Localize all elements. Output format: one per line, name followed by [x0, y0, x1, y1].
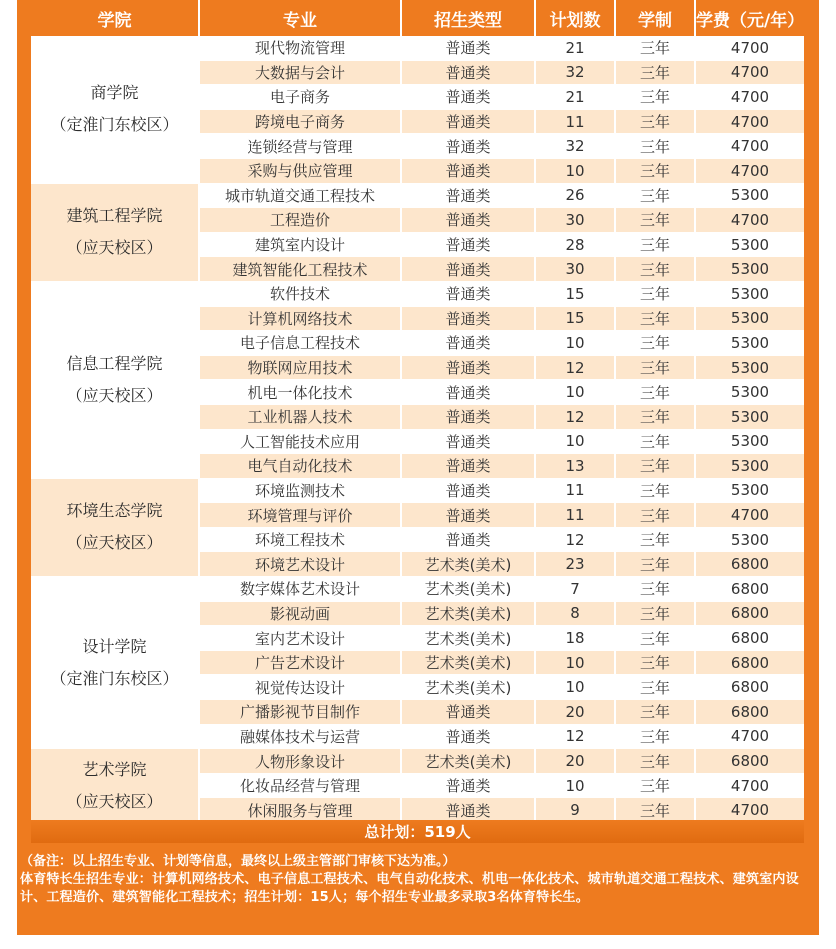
college-name: 艺术学院: [82, 759, 147, 779]
duration-cell: 三年: [615, 404, 695, 429]
enrollment-table: [31, 0, 804, 823]
duration-cell: 三年: [615, 577, 695, 602]
table-row: [31, 281, 804, 306]
major-cell: 工程造价: [199, 208, 401, 233]
duration-cell: 三年: [615, 183, 695, 208]
plan-cell: 20: [535, 700, 615, 725]
fee-cell: 4700: [695, 773, 804, 798]
plan-cell: 32: [535, 134, 615, 159]
major-cell: 电气自动化技术: [199, 454, 401, 479]
fee-cell: 6800: [695, 749, 804, 774]
plan-cell: 11: [535, 109, 615, 134]
plan-cell: 15: [535, 306, 615, 331]
fee-cell: 6800: [695, 650, 804, 675]
fee-cell: 4700: [695, 134, 804, 159]
header-college: 学院: [31, 0, 199, 36]
fee-cell: 5300: [695, 527, 804, 552]
duration-cell: 三年: [615, 134, 695, 159]
plan-cell: 15: [535, 281, 615, 306]
type-cell: 普通类: [401, 724, 535, 749]
header-plan: 计划数: [535, 0, 615, 36]
duration-cell: 三年: [615, 454, 695, 479]
duration-cell: 三年: [615, 281, 695, 306]
plan-cell: 28: [535, 232, 615, 257]
duration-cell: 三年: [615, 109, 695, 134]
table-row: [31, 36, 804, 60]
table-header-row: [31, 0, 804, 36]
table-row: [31, 749, 804, 774]
major-cell: 环境管理与评价: [199, 503, 401, 528]
campus-name: （定淮门东校区）: [50, 115, 179, 135]
fee-cell: 5300: [695, 232, 804, 257]
type-cell: 普通类: [401, 773, 535, 798]
plan-cell: 10: [535, 429, 615, 454]
type-cell: 艺术类(美术): [401, 675, 535, 700]
plan-cell: 11: [535, 503, 615, 528]
plan-cell: 10: [535, 650, 615, 675]
type-cell: 艺术类(美术): [401, 749, 535, 774]
major-cell: 跨境电子商务: [199, 109, 401, 134]
major-cell: 数字媒体艺术设计: [199, 577, 401, 602]
duration-cell: 三年: [615, 85, 695, 110]
plan-cell: 9: [535, 798, 615, 823]
fee-cell: 5300: [695, 454, 804, 479]
type-cell: 普通类: [401, 36, 535, 60]
major-cell: 环境监测技术: [199, 478, 401, 503]
fee-cell: 5300: [695, 306, 804, 331]
plan-cell: 12: [535, 404, 615, 429]
major-cell: 工业机器人技术: [199, 404, 401, 429]
type-cell: 普通类: [401, 208, 535, 233]
plan-cell: 8: [535, 601, 615, 626]
major-cell: 融媒体技术与运营: [199, 724, 401, 749]
major-cell: 采购与供应管理: [199, 158, 401, 183]
major-cell: 计算机网络技术: [199, 306, 401, 331]
fee-cell: 5300: [695, 183, 804, 208]
plan-cell: 26: [535, 183, 615, 208]
table-row: [31, 577, 804, 602]
college-cell: [31, 478, 199, 576]
type-cell: 艺术类(美术): [401, 626, 535, 651]
plan-cell: 10: [535, 331, 615, 356]
table-body: [31, 36, 804, 823]
remark-note: （备注：以上招生专业、计划等信息，最终以上级主管部门审核下达为准。）: [20, 854, 456, 869]
college-name: 建筑工程学院: [66, 206, 163, 226]
major-cell: 连锁经营与管理: [199, 134, 401, 159]
fee-cell: 5300: [695, 429, 804, 454]
fee-cell: 4700: [695, 36, 804, 60]
duration-cell: 三年: [615, 700, 695, 725]
duration-cell: 三年: [615, 36, 695, 60]
plan-cell: 10: [535, 675, 615, 700]
type-cell: 普通类: [401, 503, 535, 528]
type-cell: 艺术类(美术): [401, 601, 535, 626]
duration-cell: 三年: [615, 724, 695, 749]
type-cell: 普通类: [401, 429, 535, 454]
duration-cell: 三年: [615, 503, 695, 528]
major-cell: 建筑智能化工程技术: [199, 257, 401, 282]
plan-cell: 10: [535, 158, 615, 183]
fee-cell: 6800: [695, 552, 804, 577]
major-cell: 化妆品经营与管理: [199, 773, 401, 798]
type-cell: 普通类: [401, 527, 535, 552]
type-cell: 普通类: [401, 257, 535, 282]
fee-cell: 6800: [695, 626, 804, 651]
duration-cell: 三年: [615, 650, 695, 675]
duration-cell: 三年: [615, 798, 695, 823]
fee-cell: 4700: [695, 798, 804, 823]
major-cell: 电子信息工程技术: [199, 331, 401, 356]
college-name: 信息工程学院: [66, 353, 163, 373]
type-cell: 普通类: [401, 134, 535, 159]
plan-cell: 18: [535, 626, 615, 651]
major-cell: 软件技术: [199, 281, 401, 306]
plan-cell: 13: [535, 454, 615, 479]
duration-cell: 三年: [615, 306, 695, 331]
college-name: 商学院: [90, 83, 139, 103]
fee-cell: 4700: [695, 85, 804, 110]
plan-cell: 20: [535, 749, 615, 774]
college-name: 设计学院: [82, 636, 147, 656]
fee-cell: 5300: [695, 355, 804, 380]
type-cell: 普通类: [401, 183, 535, 208]
campus-name: （应天校区）: [66, 791, 163, 811]
major-cell: 视觉传达设计: [199, 675, 401, 700]
duration-cell: 三年: [615, 257, 695, 282]
type-cell: 普通类: [401, 109, 535, 134]
fee-cell: 6800: [695, 675, 804, 700]
duration-cell: 三年: [615, 158, 695, 183]
type-cell: 普通类: [401, 478, 535, 503]
type-cell: 普通类: [401, 454, 535, 479]
major-cell: 广播影视节目制作: [199, 700, 401, 725]
duration-cell: 三年: [615, 675, 695, 700]
fee-cell: 4700: [695, 724, 804, 749]
plan-cell: 30: [535, 257, 615, 282]
fee-cell: 6800: [695, 700, 804, 725]
major-cell: 城市轨道交通工程技术: [199, 183, 401, 208]
fee-cell: 4700: [695, 208, 804, 233]
duration-cell: 三年: [615, 232, 695, 257]
major-cell: 休闲服务与管理: [199, 798, 401, 823]
header-duration: 学制: [615, 0, 695, 36]
type-cell: 普通类: [401, 404, 535, 429]
fee-cell: 5300: [695, 331, 804, 356]
type-cell: 普通类: [401, 60, 535, 85]
college-cell: [31, 577, 199, 749]
duration-cell: 三年: [615, 626, 695, 651]
plan-cell: 23: [535, 552, 615, 577]
type-cell: 普通类: [401, 380, 535, 405]
plan-cell: 12: [535, 355, 615, 380]
major-cell: 环境工程技术: [199, 527, 401, 552]
major-cell: 电子商务: [199, 85, 401, 110]
plan-cell: 7: [535, 577, 615, 602]
duration-cell: 三年: [615, 773, 695, 798]
major-cell: 人工智能技术应用: [199, 429, 401, 454]
major-cell: 机电一体化技术: [199, 380, 401, 405]
duration-cell: 三年: [615, 749, 695, 774]
duration-cell: 三年: [615, 380, 695, 405]
campus-name: （应天校区）: [66, 238, 163, 258]
fee-cell: 5300: [695, 404, 804, 429]
campus-name: （定淮门东校区）: [50, 668, 179, 688]
college-cell: [31, 183, 199, 281]
type-cell: 普通类: [401, 85, 535, 110]
plan-cell: 30: [535, 208, 615, 233]
duration-cell: 三年: [615, 601, 695, 626]
college-cell: [31, 36, 199, 183]
type-cell: 普通类: [401, 355, 535, 380]
duration-cell: 三年: [615, 208, 695, 233]
type-cell: 艺术类(美术): [401, 577, 535, 602]
plan-cell: 10: [535, 773, 615, 798]
type-cell: 普通类: [401, 158, 535, 183]
major-cell: 室内艺术设计: [199, 626, 401, 651]
fee-cell: 4700: [695, 60, 804, 85]
duration-cell: 三年: [615, 552, 695, 577]
plan-cell: 21: [535, 85, 615, 110]
major-cell: 人物形象设计: [199, 749, 401, 774]
type-cell: 普通类: [401, 331, 535, 356]
fee-cell: 4700: [695, 158, 804, 183]
duration-cell: 三年: [615, 429, 695, 454]
type-cell: 艺术类(美术): [401, 650, 535, 675]
plan-cell: 11: [535, 478, 615, 503]
sports-note: 体育特长生招生专业：计算机网络技术、电子信息工程技术、电气自动化技术、机电一体化技术、城市轨道交通工程技术、建筑室内设计、工程造价、建筑智能化工程技术；招生计划：15人；每个招生专业最多录取3名体育特长生。: [20, 872, 799, 905]
major-cell: 环境艺术设计: [199, 552, 401, 577]
campus-name: （应天校区）: [66, 533, 163, 553]
duration-cell: 三年: [615, 527, 695, 552]
college-cell: [31, 749, 199, 823]
fee-cell: 5300: [695, 281, 804, 306]
fee-cell: 6800: [695, 601, 804, 626]
fee-cell: 5300: [695, 380, 804, 405]
table-row: [31, 478, 804, 503]
fee-cell: 6800: [695, 577, 804, 602]
type-cell: 普通类: [401, 232, 535, 257]
plan-cell: 21: [535, 36, 615, 60]
major-cell: 影视动画: [199, 601, 401, 626]
college-name: 环境生态学院: [66, 501, 163, 521]
type-cell: 普通类: [401, 306, 535, 331]
plan-cell: 32: [535, 60, 615, 85]
duration-cell: 三年: [615, 478, 695, 503]
header-type: 招生类型: [401, 0, 535, 36]
duration-cell: 三年: [615, 355, 695, 380]
major-cell: 广告艺术设计: [199, 650, 401, 675]
fee-cell: 5300: [695, 257, 804, 282]
plan-cell: 10: [535, 380, 615, 405]
plan-cell: 12: [535, 527, 615, 552]
total-plan-bar: 总计划：519人: [31, 820, 804, 843]
college-cell: [31, 281, 199, 478]
type-cell: 艺术类(美术): [401, 552, 535, 577]
type-cell: 普通类: [401, 700, 535, 725]
major-cell: 大数据与会计: [199, 60, 401, 85]
major-cell: 现代物流管理: [199, 36, 401, 60]
fee-cell: 4700: [695, 503, 804, 528]
duration-cell: 三年: [615, 60, 695, 85]
duration-cell: 三年: [615, 331, 695, 356]
header-major: 专业: [199, 0, 401, 36]
notes-section: [20, 853, 820, 907]
campus-name: （应天校区）: [66, 385, 163, 405]
type-cell: 普通类: [401, 281, 535, 306]
table-row: [31, 183, 804, 208]
fee-cell: 4700: [695, 109, 804, 134]
header-fee: 学费（元/年）: [695, 0, 804, 36]
major-cell: 建筑室内设计: [199, 232, 401, 257]
fee-cell: 5300: [695, 478, 804, 503]
plan-cell: 12: [535, 724, 615, 749]
type-cell: 普通类: [401, 798, 535, 823]
major-cell: 物联网应用技术: [199, 355, 401, 380]
